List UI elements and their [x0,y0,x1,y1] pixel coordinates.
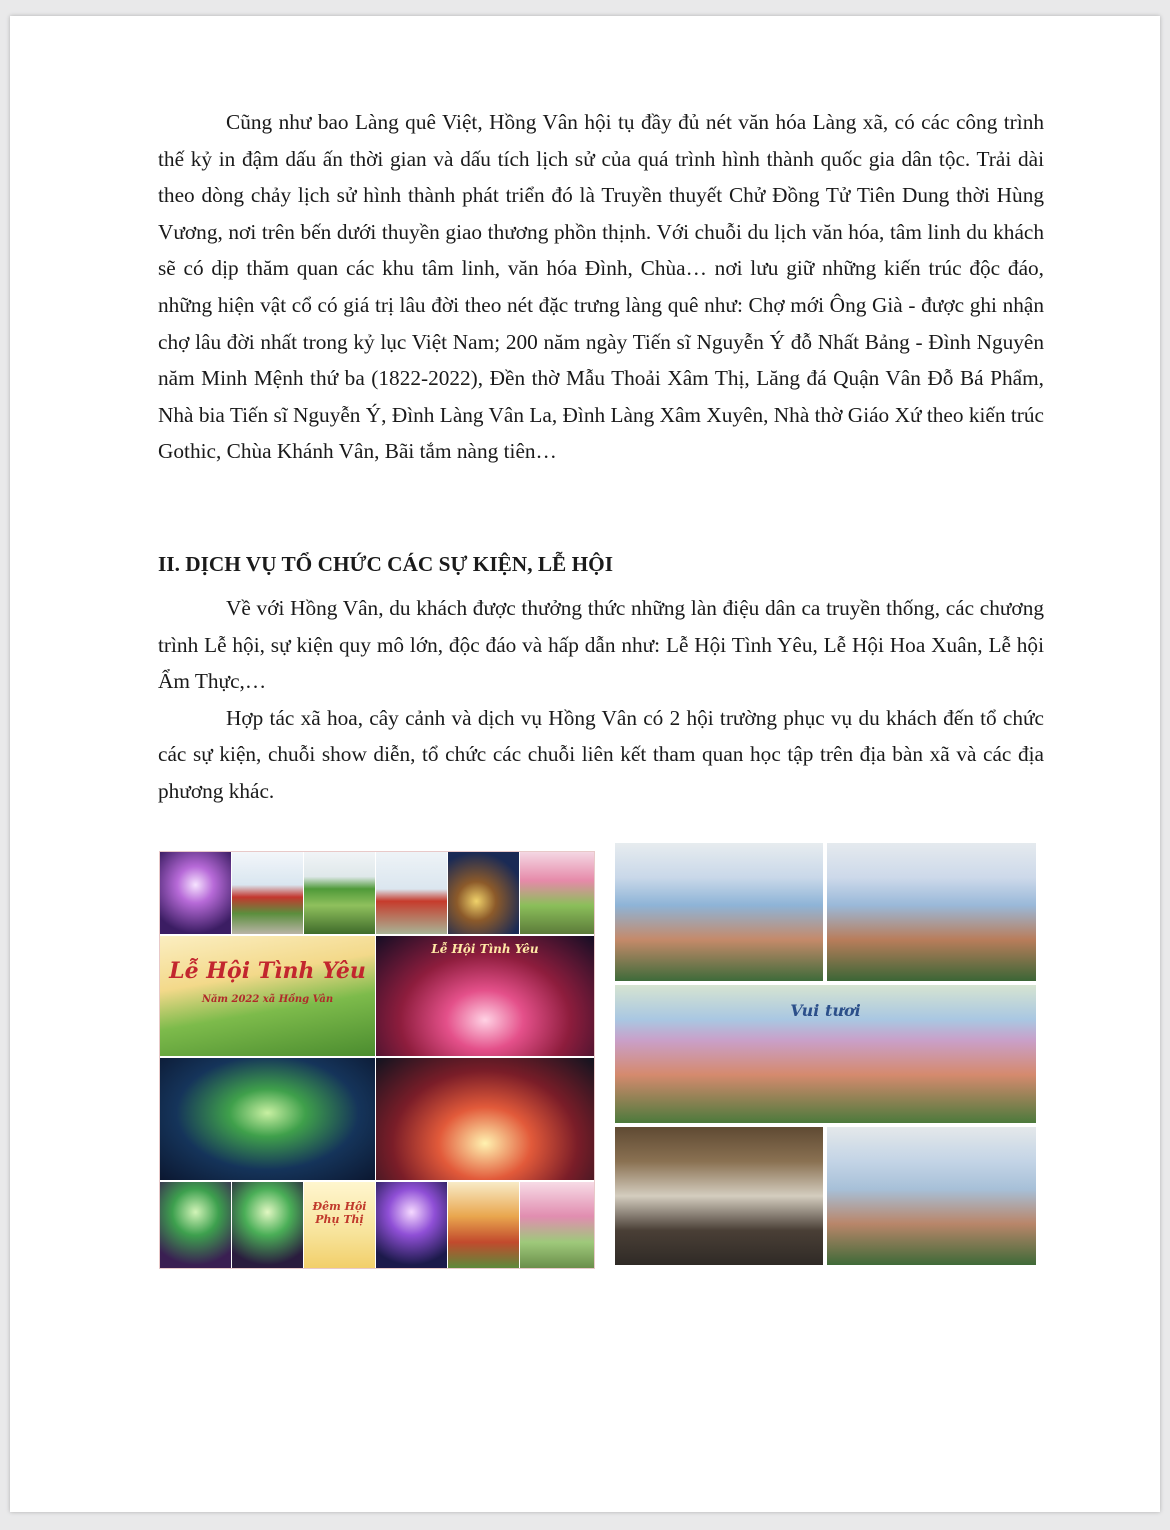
section-heading: II. DỊCH VỤ TỔ CHỨC CÁC SỰ KIỆN, LỄ HỘI [158,552,613,576]
photo-dance-group-3 [827,1127,1036,1265]
photo-event-poster [304,1182,375,1268]
banner-subtitle: Năm 2022 xã Hồng Vân [201,994,334,1005]
photo-dance-group-2 [827,843,1036,981]
banner-title: Lễ Hội Tình Yêu [169,958,366,984]
photo-festival-gate [376,852,447,934]
intro-section [158,104,1044,470]
intro-paragraph: Cũng như bao Làng quê Việt, Hồng Vân hội tụ đầy đủ nét văn hóa Làng xã, có các công trình thế kỷ in đậm dấu ấn thời gian và dấu tích lịch sử của quá trình hình thành quốc gia dân tộc. Trải dài theo dòng chảy lịch sử hình thành phát triển đó là Truyền thuyết Chử Đồng Tử Tiên Dung thời Hùng Vương, nơi trên bến dưới thuyền giao thương phồn thịnh. Với chuỗi du lịch văn hóa, tâm linh du khách sẽ có dịp thăm quan các khu tâm linh, văn hóa Đình, Chùa… nơi lưu giữ những kiến trúc độc đáo, những hiện vật cổ có giá trị lâu đời theo nét đặc trưng làng quê như: Chợ mới Ông Già - được ghi nhận chợ lâu đời nhất trong kỷ lục Việt Nam; 200 năm ngày Tiến sĩ Nguyễn Ý đỗ Nhất Bảng - Đình Nguyên năm Minh Mệnh thứ ba (1822-2022), Đền thờ Mẫu Thoải Xâm Thị, Lăng đá Quận Vân Đỗ Bá Phẩm, Nhà bia Tiến sĩ Nguyễn Ý, Đình Làng Vân La, Đình Làng Xâm Xuyên, Nhà thờ Giáo Xứ theo kiến trúc Gothic, Chùa Khánh Vân, Bãi tắm nàng tiên… [158,110,1044,464]
photo-arch-performers [160,1182,231,1268]
photo-hall-stage-dance [615,985,1036,1123]
stage-banner-text: Vui tươi [790,1001,861,1020]
photo-hall-seating [615,1127,823,1265]
poster-text: Đêm Hội Phụ Thị [312,1200,367,1226]
photo-night-arch [160,1058,375,1180]
photo-stage-arch [232,852,303,934]
photo-festival-poster [448,1182,519,1268]
festival-photo-collage [159,851,595,1269]
events-paragraph-1: Về với Hồng Vân, du khách được thưởng thức những làn điệu dân ca truyền thống, các chương trình Lễ hội, sự kiện quy mô lớn, độc đáo và hấp dẫn như: Lễ Hội Tình Yêu, Lễ Hội Hoa Xuân, Lễ hội Ẩm Thực,… [158,596,1044,694]
photo-garden-stage [520,1182,594,1268]
photo-night-performance [448,852,519,934]
photo-stage-dancers [160,852,231,934]
photo-main-stage [376,1058,594,1180]
events-section [158,590,1044,810]
photo-dance-group-1 [615,843,823,981]
photo-festival-stage [376,936,594,1056]
event-hall-photo-collage [615,843,1036,1265]
photo-arch-crowd [232,1182,303,1268]
photo-outdoor-stage [520,852,594,934]
stage-arch-title: Lễ Hội Tình Yêu [431,942,539,956]
events-paragraph-2: Hợp tác xã hoa, cây cảnh và dịch vụ Hồng Vân có 2 hội trường phục vụ du khách đến tổ chức các sự kiện, chuỗi show diễn, tổ chức các chuỗi liên kết tham quan học tập trên địa bàn xã và các địa phương khác. [158,705,1044,803]
photo-green-billboard [304,852,375,934]
love-festival-banner [160,936,375,1056]
photo-night-dancers [376,1182,447,1268]
